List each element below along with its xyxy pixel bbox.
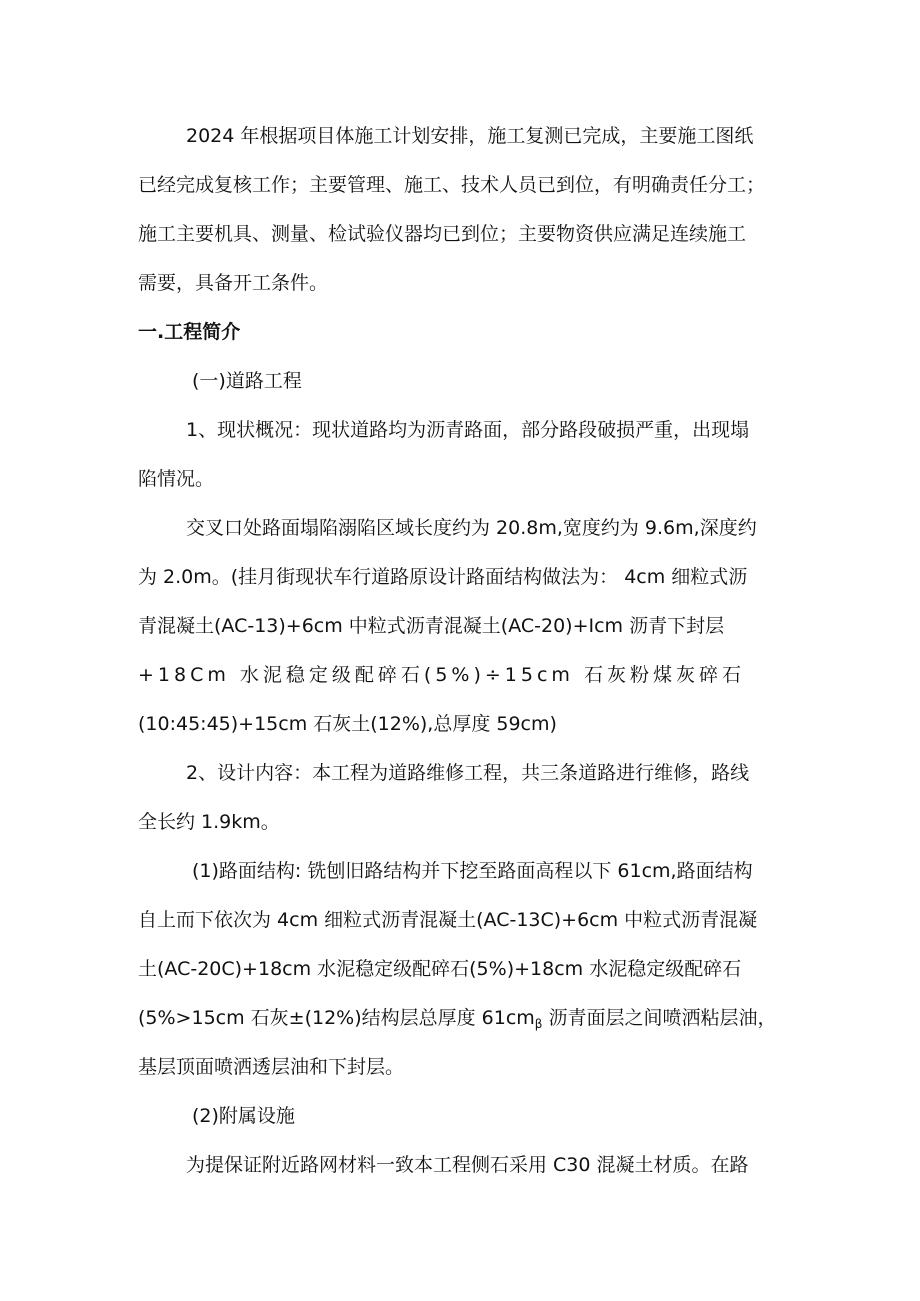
status-line-1: 1、现状概况：现状道路均为沥青路面，部分路段破损严重，出现塌 — [186, 419, 750, 441]
collapse-line-2: 为 2.0m。(挂月街现状车行道路原设计路面结构做法为： 4cm 细粒式沥 — [138, 566, 748, 588]
collapse-line-4: +18Cm 水泥稳定级配碎石(5%)÷15cm 石灰粉煤灰碎石 — [138, 664, 745, 686]
intro-line-4: 需要，具备开工条件。 — [138, 272, 329, 294]
section-heading-project-overview: 一.工程简介 — [138, 321, 241, 343]
collapse-line-1: 交叉口处路面塌陷溺陷区域长度约为 20.8m,宽度约为 9.6m,深度约 — [186, 517, 757, 539]
ancillary-line-1: 为提保证附近路网材料一致本工程侧石采用 C30 混凝土材质。在路 — [186, 1154, 749, 1176]
pavement-line-2: 自上而下依次为 4cm 细粒式沥青混凝土(AC-13C)+6cm 中粒式沥青混凝 — [138, 909, 758, 931]
pavement-line-3: 土(AC-20C)+18cm 水泥稳定级配碎石(5%)+18cm 水泥稳定级配碎石 — [138, 958, 742, 980]
collapse-line-5: (10:45:45)+15cm 石灰土(12%),总厚度 59cm) — [138, 713, 557, 735]
design-line-1: 2、设计内容：本工程为道路维修工程，共三条道路进行维修，路线 — [186, 762, 750, 784]
intro-line-1: 2024 年根据项目体施工计划安排，施工复测已完成，主要施工图纸 — [186, 125, 754, 147]
design-line-2: 全长约 1.9km。 — [138, 811, 280, 833]
collapse-line-3: 青混凝土(AC-13)+6cm 中粒式沥青混凝土(AC-20)+Icm 沥青下封层 — [138, 615, 725, 637]
pavement-line-4-text-a: (5%>15cm 石灰±(12%)结构层总厚度 61cm — [138, 1007, 535, 1029]
intro-line-2: 已经完成复核工作；主要管理、施工、技术人员已到位，有明确责任分工； — [138, 174, 766, 196]
ancillary-heading: (2)附属设施 — [192, 1105, 295, 1127]
pavement-line-4-text-b: 沥青面层之间喷洒粘层油， — [542, 1007, 777, 1029]
subsection-heading-road-works: (一)道路工程 — [192, 370, 302, 392]
status-line-2: 陷情况。 — [138, 468, 215, 490]
pavement-line-4-subscript: β — [534, 1017, 543, 1031]
intro-line-3: 施工主要机具、测量、检试验仪器均已到位；主要物资供应满足连续施工 — [138, 223, 747, 245]
pavement-line-5: 基层顶面喷洒透层油和下封层。 — [138, 1056, 405, 1078]
pavement-line-1: (1)路面结构: 铣刨旧路结构并下挖至路面高程以下 61cm,路面结构 — [192, 860, 753, 882]
pavement-line-4 — [138, 1006, 777, 1036]
